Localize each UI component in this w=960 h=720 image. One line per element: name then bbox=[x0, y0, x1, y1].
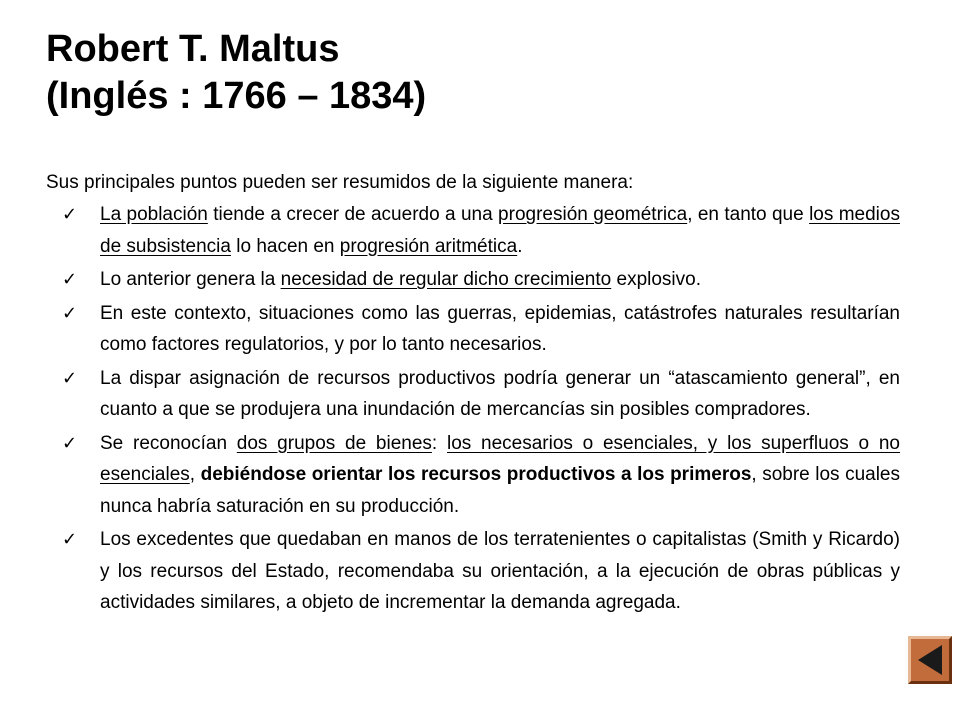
title-line-name: Robert T. Maltus bbox=[46, 28, 340, 70]
bullet-text: Lo anterior genera la bbox=[100, 269, 281, 290]
bullet-item-3 bbox=[62, 298, 900, 361]
bullet-text: explosivo. bbox=[611, 269, 701, 290]
term-progresion-aritmetica: progresión aritmética bbox=[339, 235, 518, 257]
bullet-item-2 bbox=[62, 264, 900, 296]
bullet-text: : bbox=[431, 432, 447, 454]
checkmark-icon: ✓ bbox=[62, 269, 78, 290]
bullet-text: La dispar asignación de recursos productivos podría generar un “atascamiento general”, en cuanto a que se produjera una inundación de mercancías sin posibles compradores. bbox=[100, 367, 900, 420]
intro-text: Sus principales puntos pueden ser resumidos de la siguiente manera: bbox=[46, 172, 634, 193]
bullet-item-6 bbox=[62, 524, 900, 619]
checkmark-icon: ✓ bbox=[62, 529, 78, 550]
term-necesarios-superfluos: los necesarios o esenciales, y los superfluos o no esenciales bbox=[100, 432, 901, 485]
checkmark-icon: ✓ bbox=[62, 302, 78, 324]
bullet-text: Se reconocían bbox=[100, 432, 237, 454]
back-button[interactable] bbox=[908, 636, 952, 684]
bullet-item-1 bbox=[62, 199, 900, 262]
bullet-text: . bbox=[517, 235, 523, 257]
term-necesidad-regular: necesidad de regular dicho crecimiento bbox=[280, 269, 612, 290]
back-triangle-icon bbox=[911, 639, 949, 681]
bullet-text: tiende a crecer de acuerdo a una bbox=[207, 204, 499, 225]
emphasis-orientar-recursos: debiéndose orientar los recursos productivos a los primeros bbox=[200, 464, 752, 485]
title-line-dates: (Inglés : 1766 – 1834) bbox=[46, 75, 427, 117]
bullet-text: , sobre los cuales nunca habría saturación en su producción. bbox=[100, 464, 900, 517]
bullet-text: , en tanto que bbox=[687, 204, 810, 225]
term-poblacion: La población bbox=[100, 204, 208, 225]
checkmark-icon: ✓ bbox=[62, 432, 78, 454]
bullet-text: lo hacen en bbox=[230, 235, 340, 257]
bullet-item-4 bbox=[62, 363, 900, 426]
checkmark-icon: ✓ bbox=[62, 367, 78, 389]
slide-title bbox=[46, 26, 426, 120]
bullet-text: Los excedentes que quedaban en manos de los terratenientes o capitalistas (Smith y Ricardo) y los recursos del Estado, recomendaba su orientación, a la ejecución de obras públicas y actividades similares, a objeto de incrementar la demanda agregada. bbox=[100, 529, 900, 613]
bullet-text: , bbox=[189, 464, 201, 485]
checkmark-icon: ✓ bbox=[62, 204, 78, 225]
bullet-list bbox=[62, 199, 901, 621]
bullet-item-5 bbox=[62, 428, 901, 523]
term-dos-grupos-bienes: dos grupos de bienes bbox=[236, 432, 432, 454]
term-medios-subsistencia: los medios de subsistencia bbox=[100, 204, 900, 257]
term-progresion-geometrica: progresión geométrica bbox=[498, 204, 688, 225]
bullet-text: En este contexto, situaciones como las guerras, epidemias, catástrofes naturales resultarían como factores regulatorios, y por lo tanto necesarios. bbox=[100, 302, 900, 355]
